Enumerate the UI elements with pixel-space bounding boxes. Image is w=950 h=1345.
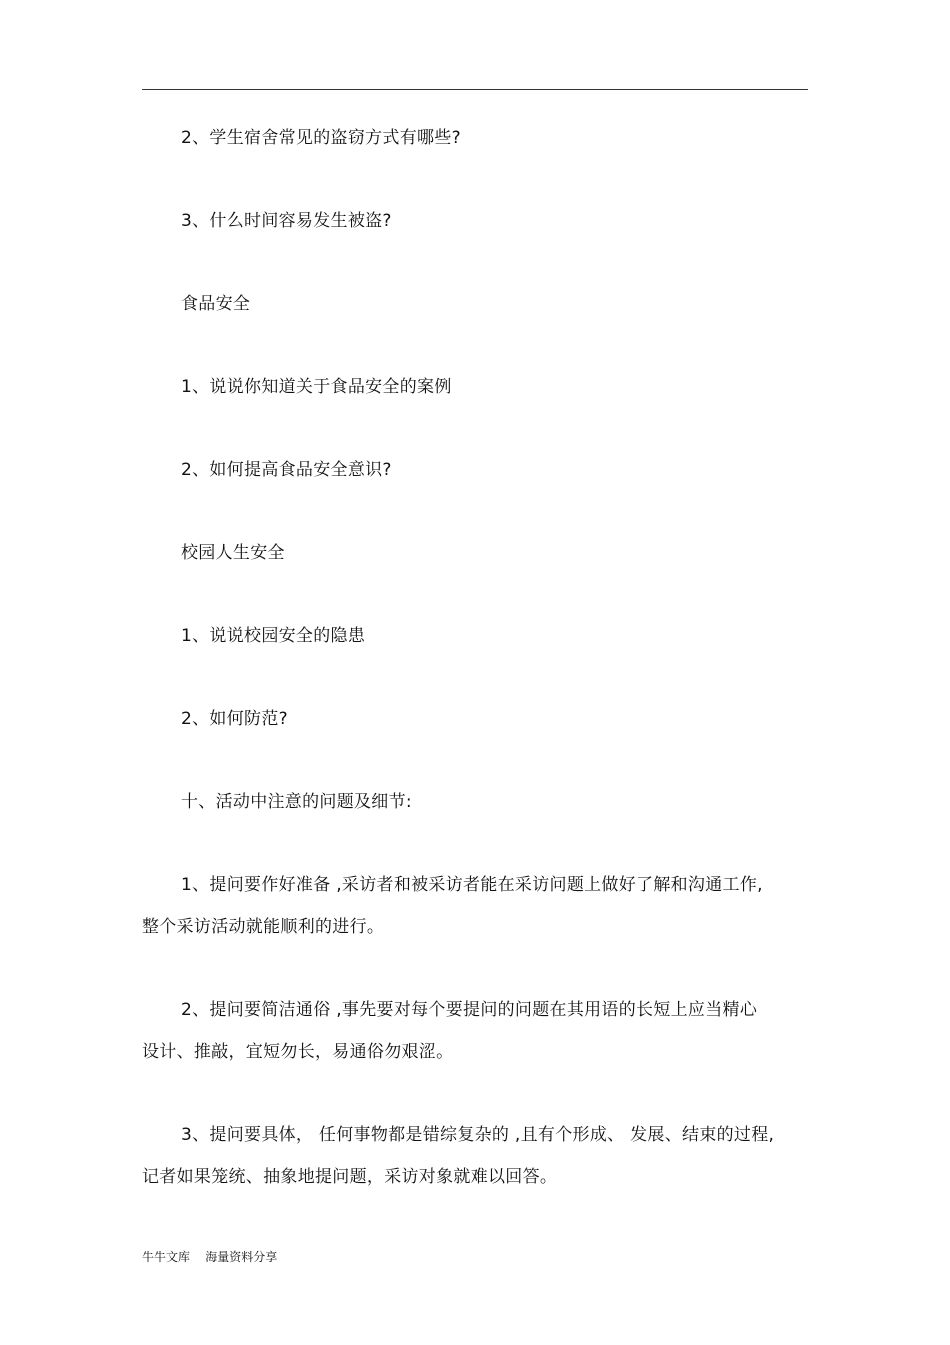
question-food-safety-awareness: 2、如何提高食品安全意识? [181,460,392,480]
paragraph-line: 记者如果笼统、抽象地提问题，采访对象就难以回答。 [142,1167,558,1187]
section-activity-notes: 十、活动中注意的问题及细节: [181,792,412,812]
section-campus-safety: 校园人生安全 [181,543,285,563]
paragraph-line: 1、提问要作好准备 ,采访者和被采访者能在采访问题上做好了解和沟通工作, [181,875,763,895]
question-theft-time: 3、什么时间容易发生被盗? [181,211,392,231]
question-prevention: 2、如何防范? [181,709,288,729]
paragraph-line: 2、提问要简洁通俗 ,事先要对每个要提问的问题在其用语的长短上应当精心 [181,1000,758,1020]
paragraph-line: 设计、推敲，宜短勿长，易通俗勿艰涩。 [142,1042,454,1062]
page-footer: 牛牛文库 海量资料分享 [142,1250,278,1264]
header-rule [142,89,808,90]
paragraph-line: 整个采访活动就能顺利的进行。 [142,917,385,937]
section-food-safety: 食品安全 [181,294,251,314]
question-dorm-theft-methods: 2、学生宿舍常见的盗窃方式有哪些? [181,128,461,148]
question-campus-hazards: 1、说说校园安全的隐患 [181,626,366,646]
paragraph-line: 3、提问要具体， 任何事物都是错综复杂的 ,且有个形成、 发展、结束的过程, [181,1125,775,1145]
question-food-safety-cases: 1、说说你知道关于食品安全的案例 [181,377,452,397]
